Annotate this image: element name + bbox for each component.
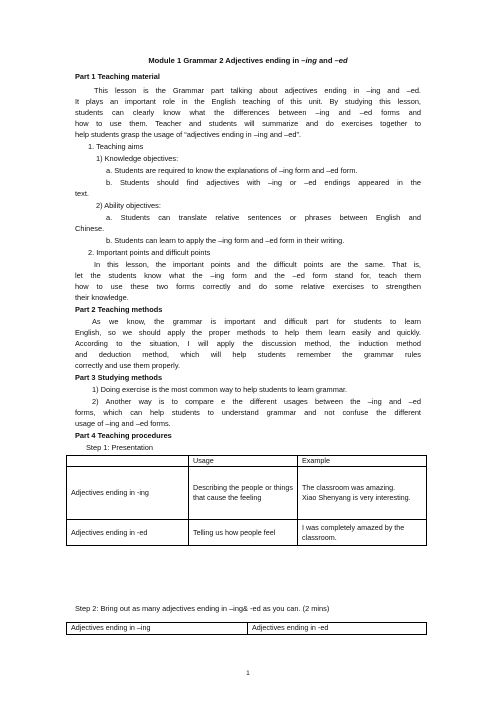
text-line: 1) Doing exercise is the most common way to help students to learn grammar.	[92, 385, 348, 394]
text-line: According to the situation, I will apply the discussion method, the induction method	[75, 339, 421, 348]
table-row-example	[298, 467, 427, 520]
text-line: how to use them. Teacher and students will summarize and do exercises together to	[75, 119, 421, 128]
table-header-usage: Usage	[189, 456, 298, 467]
text-line: 2) Ability objectives:	[96, 201, 161, 210]
text-line: English, so we should apply the proper methods to help them learn easily and quickly.	[75, 328, 421, 337]
text-line: Step 2: Bring out as many adjectives ending in –ing& -ed as you can. (2 mins)	[75, 604, 330, 613]
text-line: In this lesson, the important points and the difficult points are the same. That is,	[94, 260, 421, 269]
text-line: 1) Knowledge objectives:	[96, 154, 179, 163]
text-line: let the students know what the –ing form and the –ed form stand for, teach them	[75, 271, 421, 280]
page-number: 1	[246, 670, 250, 677]
text-line: Chinese.	[75, 224, 105, 233]
text-line: a. Students are required to know the explanations of –ing form and –ed form.	[106, 166, 358, 175]
table-header-ing: Adjectives ending in –ing	[67, 623, 248, 635]
example-sentence: The classroom was amazing.	[302, 483, 396, 492]
adjectives-table	[66, 622, 427, 635]
text-line: b. Students should find adjectives with –ing or –ed endings appeared in the	[106, 178, 421, 187]
page-title: Module 1 Grammar 2 Adjectives ending in –ing and –ed	[148, 56, 348, 65]
table-row-label: Adjectives ending in -ed	[67, 520, 189, 546]
text-line: a. Students can translate relative sentences or phrases between English and	[106, 213, 421, 222]
text-line: 2) Another way is to compare e the different usages between the –ing and –ed	[92, 397, 421, 406]
text-line: text.	[75, 189, 89, 198]
text-line: correctly and use them properly.	[75, 361, 181, 370]
text-line: Step 1: Presentation	[86, 443, 153, 452]
table-header-empty	[67, 456, 189, 467]
text-line: how to use these two forms correctly and do some relative exercises to strengthen	[75, 282, 421, 291]
text-line: forms, which can help students to understand grammar and not confuse the different	[75, 408, 421, 417]
table-row-usage: Telling us how people feel	[189, 520, 298, 546]
text-line: help students grasp the usage of “adjectives ending in –ing and –ed”.	[75, 130, 301, 139]
example-sentence: Xiao Shenyang is very interesting.	[302, 493, 411, 503]
text-line: their knowledge.	[75, 293, 129, 302]
text-line: As we know, the grammar is important and difficult part for students to learn	[92, 317, 421, 326]
table-header-ed: Adjectives ending in -ed	[248, 623, 427, 635]
text-line: students can clearly know what the differences between –ing and –ed forms and	[75, 108, 421, 117]
text-line: b. Students can learn to apply the –ing form and –ed form in their writing.	[106, 236, 345, 245]
table-header-example: Example	[298, 456, 427, 467]
text-line: It plays an important role in the English teaching of this unit. By studying this lesson,	[75, 97, 421, 106]
section-heading: Part 4 Teaching procedures	[75, 431, 172, 440]
section-heading: Part 3 Studying methods	[75, 373, 163, 382]
section-heading: Part 1 Teaching material	[75, 72, 160, 81]
table-row-label: Adjectives ending in -ing	[67, 467, 189, 520]
text-line: This lesson is the Grammar part talking about adjectives ending in –ing and –ed.	[94, 86, 421, 95]
text-line: 1. Teaching aims	[88, 142, 144, 151]
text-line: 2. Important points and difficult points	[88, 248, 211, 257]
table-row-usage: Describing the people or things that cause the feeling	[189, 467, 298, 520]
presentation-table	[66, 455, 427, 546]
text-line: usage of –ing and –ed forms.	[75, 419, 171, 428]
table-row-example: I was completely amazed by the classroom.	[298, 520, 427, 546]
section-heading: Part 2 Teaching methods	[75, 305, 163, 314]
text-line: and deduction method, which will help students remember the grammar rules	[75, 350, 421, 359]
